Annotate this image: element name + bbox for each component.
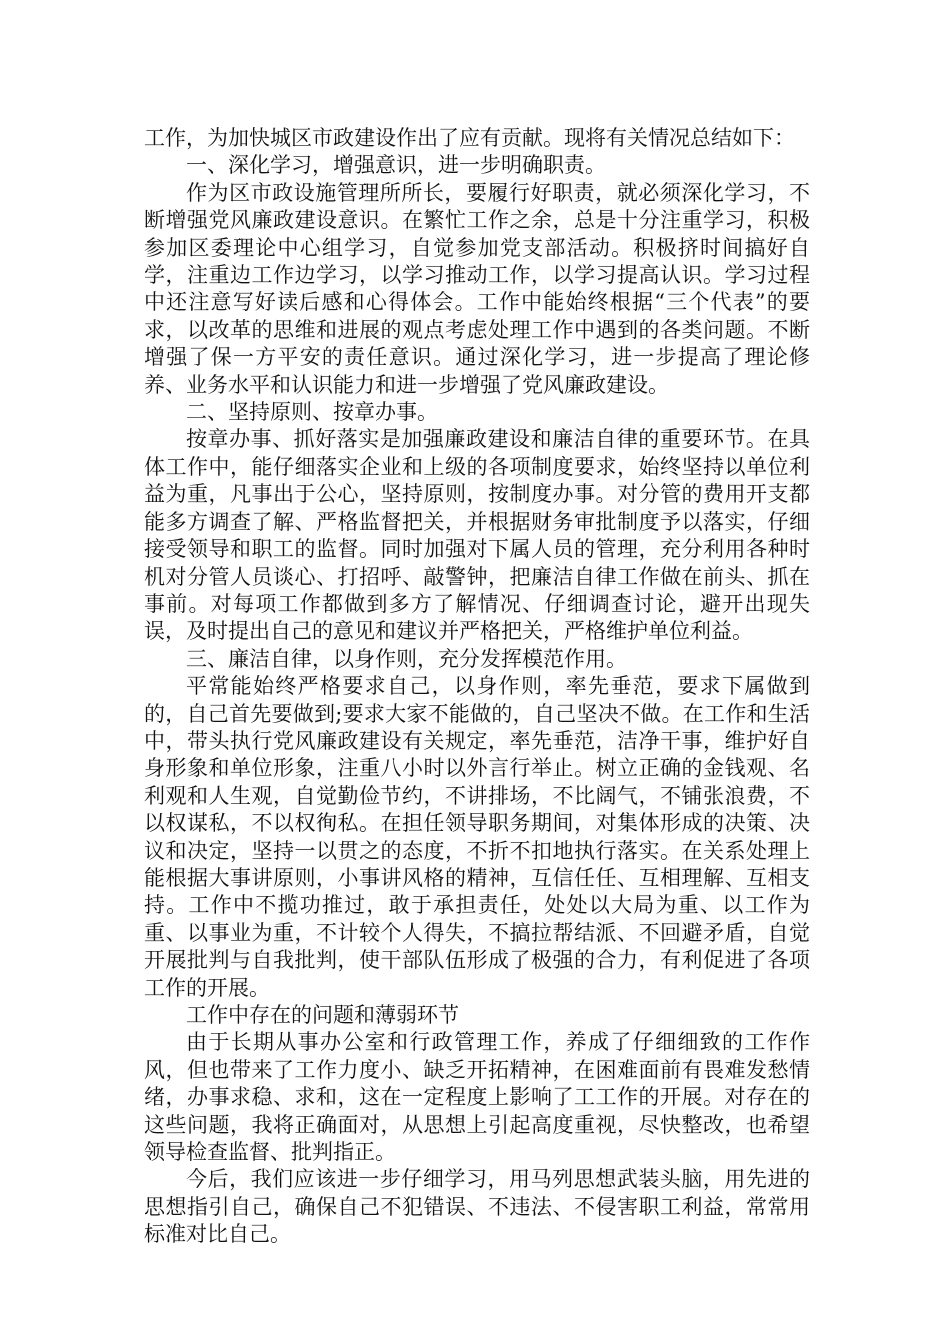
heading-section-3: 三、廉洁自律，以身作则，充分发挥模范作用。: [186, 646, 627, 671]
paragraph-intro: 工作，为加快城区市政建设作出了应有贡献。现将有关情况总结如下：: [144, 126, 795, 150]
paragraph-section-3: 平常能始终严格要求自己，以身作则，率先垂范，要求下属做到的，自己首先要做到;要求大家不能做的，自己坚决不做。在工作和生活中，带头执行党风廉政建设有关规定，率先垂范，洁净干事，维护好自身形象和单位形象，注重八小时以外言行举止。树立正确的金钱观、名利观和人生观，自觉勤俭节约，不讲排场，不比阔气，不铺张浪费，不以权谋私，不以权徇私。在担任领导职务期间，对集体形成的决策、决议和决定，坚持一以贯之的态度，不折不扣地执行落实。在关系处理上能根据大事讲原则，小事讲风格的精神，互信任任、互相理解、互相支持。工作中不揽功推过，敢于承担责任，处处以大局为重、以工作为重、以事业为重，不计较个人得失，不搞拉帮结派、不回避矛盾，自觉开展批判与自我批判，使干部队伍形成了极强的合力，有利促进了各项工作的开展。: [144, 674, 810, 1000]
paragraph-problems: 由于长期从事办公室和行政管理工作，养成了仔细细致的工作作风，但也带来了工作力度小、缺乏开拓精神，在困难面前有畏难发愁情绪，办事求稳、求和，这在一定程度上影响了工工作的开展。对存在的这些问题，我将正确面对，从思想上引起高度重视，尽快整改，也希望领导检查监督、批判指正。: [144, 1030, 810, 1165]
heading-section-1: 一、深化学习，增强意识，进一步明确职责。: [186, 153, 606, 178]
paragraph-section-1: 作为区市政设施管理所所长，要履行好职责，就必须深化学习，不断增强党风廉政建设意识。在繁忙工作之余，总是十分注重学习，积极参加区委理论中心组学习，自觉参加党支部活动。积极挤时间搞好自学，注重边工作边学习，以学习推动工作，以学习提高认识。学习过程中还注意写好读后感和心得体会。工作中能始终根据“三个代表”的要求，以改革的思维和进展的观点考虑处理工作中遇到的各类问题。不断增强了保一方平安的责任意识。通过深化学习，进一步提高了理论修养、业务水平和认识能力和进一步增强了党风廉政建设。: [144, 180, 810, 397]
document-body: [144, 125, 810, 1249]
heading-section-2: 二、坚持原则、按章办事。: [186, 400, 438, 425]
paragraph-future: 今后，我们应该进一步仔细学习，用马列思想武装头脑，用先进的思想指引自己，确保自己不犯错误、不违法、不侵害职工利益，常常用标准对比自己。: [144, 1167, 810, 1247]
paragraph-section-2: 按章办事、抓好落实是加强廉政建设和廉洁自律的重要环节。在具体工作中，能仔细落实企业和上级的各项制度要求，始终坚持以单位利益为重，凡事出于公心，坚持原则，按制度办事。对分管的费用开支都能多方调查了解、严格监督把关，并根据财务审批制度予以落实，仔细接受领导和职工的监督。同时加强对下属人员的管理，充分利用各种时机对分管人员谈心、打招呼、敲警钟，把廉洁自律工作做在前头、抓在事前。对每项工作都做到多方了解情况、仔细调查讨论，避开出现失误，及时提出自己的意见和建议并严格把关，严格维护单位利益。: [144, 427, 810, 644]
heading-problems: 工作中存在的问题和薄弱环节: [186, 1003, 459, 1027]
